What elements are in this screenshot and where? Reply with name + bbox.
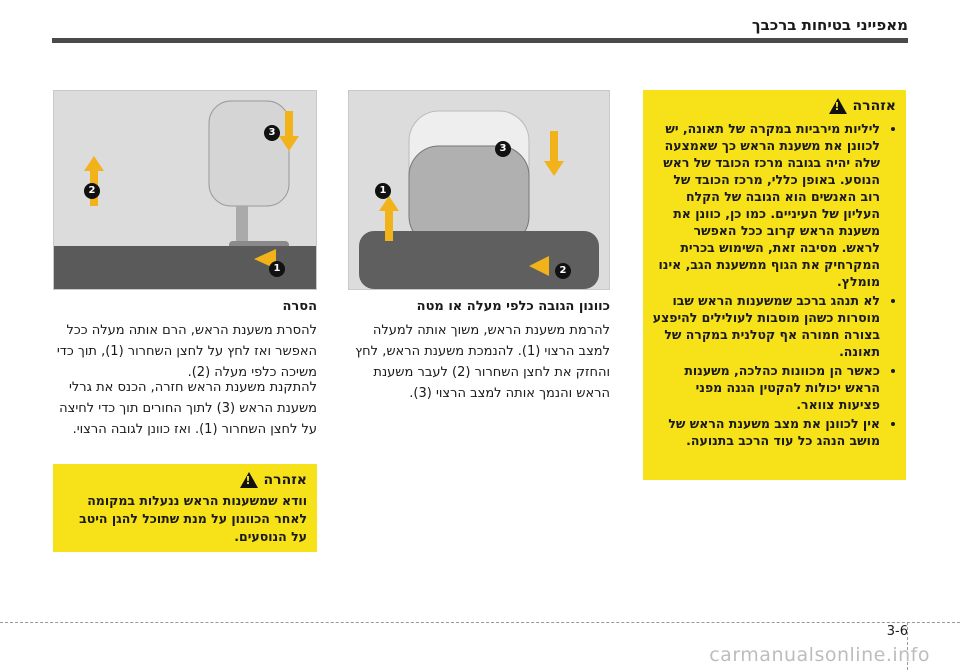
headrest-height-figure <box>348 90 610 290</box>
warning-list <box>651 120 896 449</box>
figure-label-3: 3 <box>264 125 280 141</box>
warning-title-text: אזהרה <box>263 472 307 488</box>
page-number: 3-6 <box>886 624 908 639</box>
warning-box-left <box>53 464 317 552</box>
watermark: carmanualsonline.info <box>709 644 930 666</box>
left-paragraph-2: להתקנת משענת הראש חזרה, הכנס את גרלי משענת הראש (3) לתוך החורים תוך כדי לחיצה על לחצן השחרור (1). ואז כוונן לגובה הרצוי. <box>59 380 317 437</box>
warning-item: • כאשר הן מכוונות כהלכה, משענות הראש יכולות להקטין הגנה מפני פציעות צוואר. <box>651 362 880 413</box>
left-paragraph-1: להסרת משענת הראש, הרם אותה מעלה ככל האפשר ואז לחץ על לחצן השחרור (1), תוך כדי משיכה כלפי מעלה (2). <box>56 323 317 380</box>
footer-divider <box>0 622 960 623</box>
header-rule <box>52 38 908 43</box>
warning-item: • אין לכוונן את מצב משענת הראש של מושב הנהג כל עוד הרכב בתנועה. <box>651 415 880 449</box>
figure-label-1: 1 <box>375 183 391 199</box>
figure-label-3: 3 <box>495 141 511 157</box>
middle-subtitle: כוונון הגובה כלפי מעלה או מטה <box>416 299 610 314</box>
middle-text: להרמת משענת הראש, משוך אותה למעלה למצב הרצוי (1). להנמכת משענת הראש, לחץ והחזק את לחצן השחרור (2) לעבר משענת הראש והנמך אותה למצב הרצוי (3). <box>355 323 610 401</box>
warning-icon <box>240 472 258 488</box>
warning-icon <box>829 98 847 114</box>
headrest-removal-figure <box>53 90 317 290</box>
warning-title-text: אזהרה <box>852 98 896 114</box>
warning-item: • לא תנהג ברכב שמשענות הראש שבו מוסרות כשהן מוסבות לעולילים להיפצע בצורה חמורה אף קטלנית במקרה של תאונה. <box>651 292 880 360</box>
warning-title <box>651 98 896 114</box>
warning-item: • ליליות מירביות במקרה של תאונה, יש לכוונן את משענת הראש כך שאמצעה שלה יהיה בגובה מרכז הכובד של ראש הנוסע. באופן כללי, מרכז הכובד של רוב האנשים הוא הגובה של הקלח העליון של העיניים. כמו כן, כוונן את משענת הראש קרוב ככל האפשר לראש. מסיבה זאת, השימוש בכרית המקרחיק את הגוף ממשענת הגב, אינו מומלץ. <box>651 120 880 290</box>
page-header: מאפייני בטיחות ברכבך <box>751 16 908 34</box>
warning-text: וודא שמשענות הראש ננעלות במקומה לאחר הכוונון על מנת שתוכל להגן היטב על הנוסעים. <box>79 493 307 544</box>
warning-title <box>63 472 307 488</box>
figure-label-1: 1 <box>269 261 285 277</box>
left-subtitle: הסרה <box>282 299 317 314</box>
figure-label-2: 2 <box>84 183 100 199</box>
warning-box-right <box>643 90 906 480</box>
figure-label-2: 2 <box>555 263 571 279</box>
